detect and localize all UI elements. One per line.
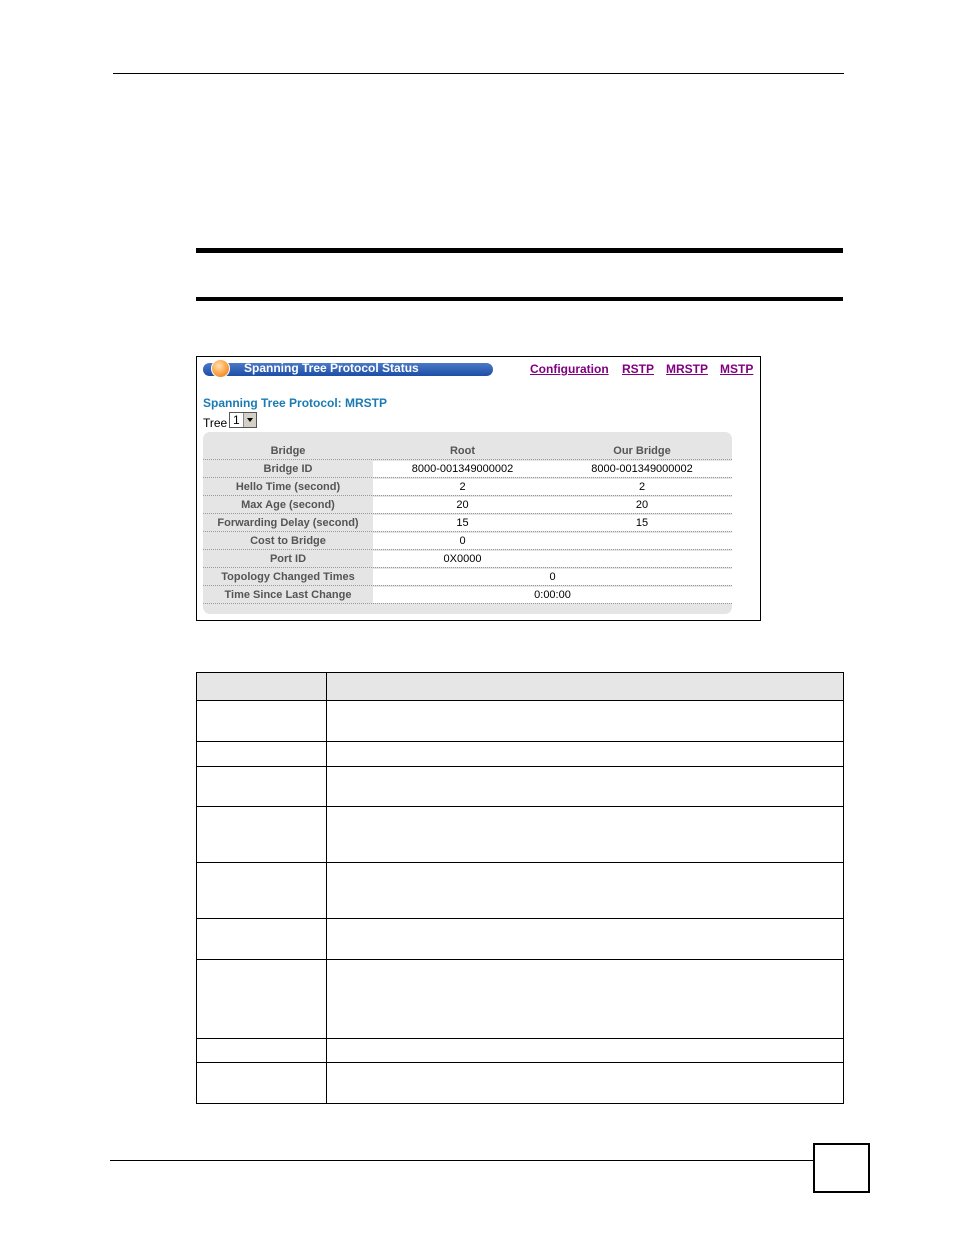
column-header-root: Root xyxy=(449,445,476,457)
root-value: 8000-001349000002 xyxy=(373,461,552,477)
table-row xyxy=(203,497,732,514)
link-rstp[interactable]: RSTP xyxy=(622,362,655,376)
link-configuration[interactable]: Configuration xyxy=(530,362,609,376)
row-label: Topology Changed Times xyxy=(221,571,355,583)
root-value: 15 xyxy=(373,515,552,531)
link-mrstp[interactable]: MRSTP xyxy=(666,362,708,376)
status-table xyxy=(203,432,732,614)
row-label: Bridge ID xyxy=(263,463,313,475)
table-row xyxy=(203,515,732,532)
row-label: Port ID xyxy=(269,553,307,565)
table-row xyxy=(197,701,844,742)
our-bridge-value: 2 xyxy=(552,479,732,495)
table-row xyxy=(203,533,732,550)
protocol-label: Spanning Tree Protocol: MRSTP xyxy=(203,396,388,410)
root-value: 20 xyxy=(373,497,552,513)
root-value: 0 xyxy=(373,533,552,549)
our-bridge-value: 15 xyxy=(552,515,732,531)
root-value: 2 xyxy=(373,479,552,495)
tree-label: Tree xyxy=(203,416,228,430)
status-header-row xyxy=(203,443,732,460)
table-header-row xyxy=(197,673,844,701)
table-row xyxy=(197,919,844,960)
our-bridge-value xyxy=(552,551,732,567)
chevron-down-icon[interactable] xyxy=(243,413,256,427)
figure-rule-top xyxy=(196,248,843,253)
table-row xyxy=(197,960,844,1039)
our-bridge-value: 8000-001349000002 xyxy=(552,461,732,477)
panel-title: Spanning Tree Protocol Status xyxy=(244,361,419,375)
table-row xyxy=(197,807,844,863)
table-row xyxy=(203,461,732,478)
our-bridge-value xyxy=(552,533,732,549)
field-description-table xyxy=(196,672,844,1104)
table-row xyxy=(203,479,732,496)
orb-icon xyxy=(211,359,230,378)
root-value: 0X0000 xyxy=(373,551,552,567)
row-label: Cost to Bridge xyxy=(250,535,326,547)
table-row xyxy=(203,587,732,604)
page-number-box xyxy=(813,1143,870,1193)
tree-select-value: 1 xyxy=(233,413,240,427)
table-row xyxy=(197,863,844,919)
row-label: Hello Time (second) xyxy=(235,481,341,493)
table-row xyxy=(197,1063,844,1104)
column-header-our-bridge: Our Bridge xyxy=(613,445,671,457)
header-rule xyxy=(113,73,844,74)
figure-rule-bottom xyxy=(196,297,843,301)
row-label: Forwarding Delay (second) xyxy=(217,517,359,529)
footer-rule xyxy=(110,1160,815,1161)
link-mstp[interactable]: MSTP xyxy=(720,362,754,376)
span-value: 0 xyxy=(373,569,732,585)
row-label: Max Age (second) xyxy=(241,499,335,511)
table-row xyxy=(203,569,732,586)
tree-select[interactable] xyxy=(229,412,257,428)
table-row xyxy=(197,1039,844,1063)
stp-status-panel xyxy=(196,356,761,621)
our-bridge-value: 20 xyxy=(552,497,732,513)
span-value: 0:00:00 xyxy=(373,587,732,603)
table-row xyxy=(197,742,844,767)
column-header-bridge: Bridge xyxy=(270,445,306,457)
table-row xyxy=(197,767,844,807)
table-row xyxy=(203,551,732,568)
row-label: Time Since Last Change xyxy=(224,589,352,601)
